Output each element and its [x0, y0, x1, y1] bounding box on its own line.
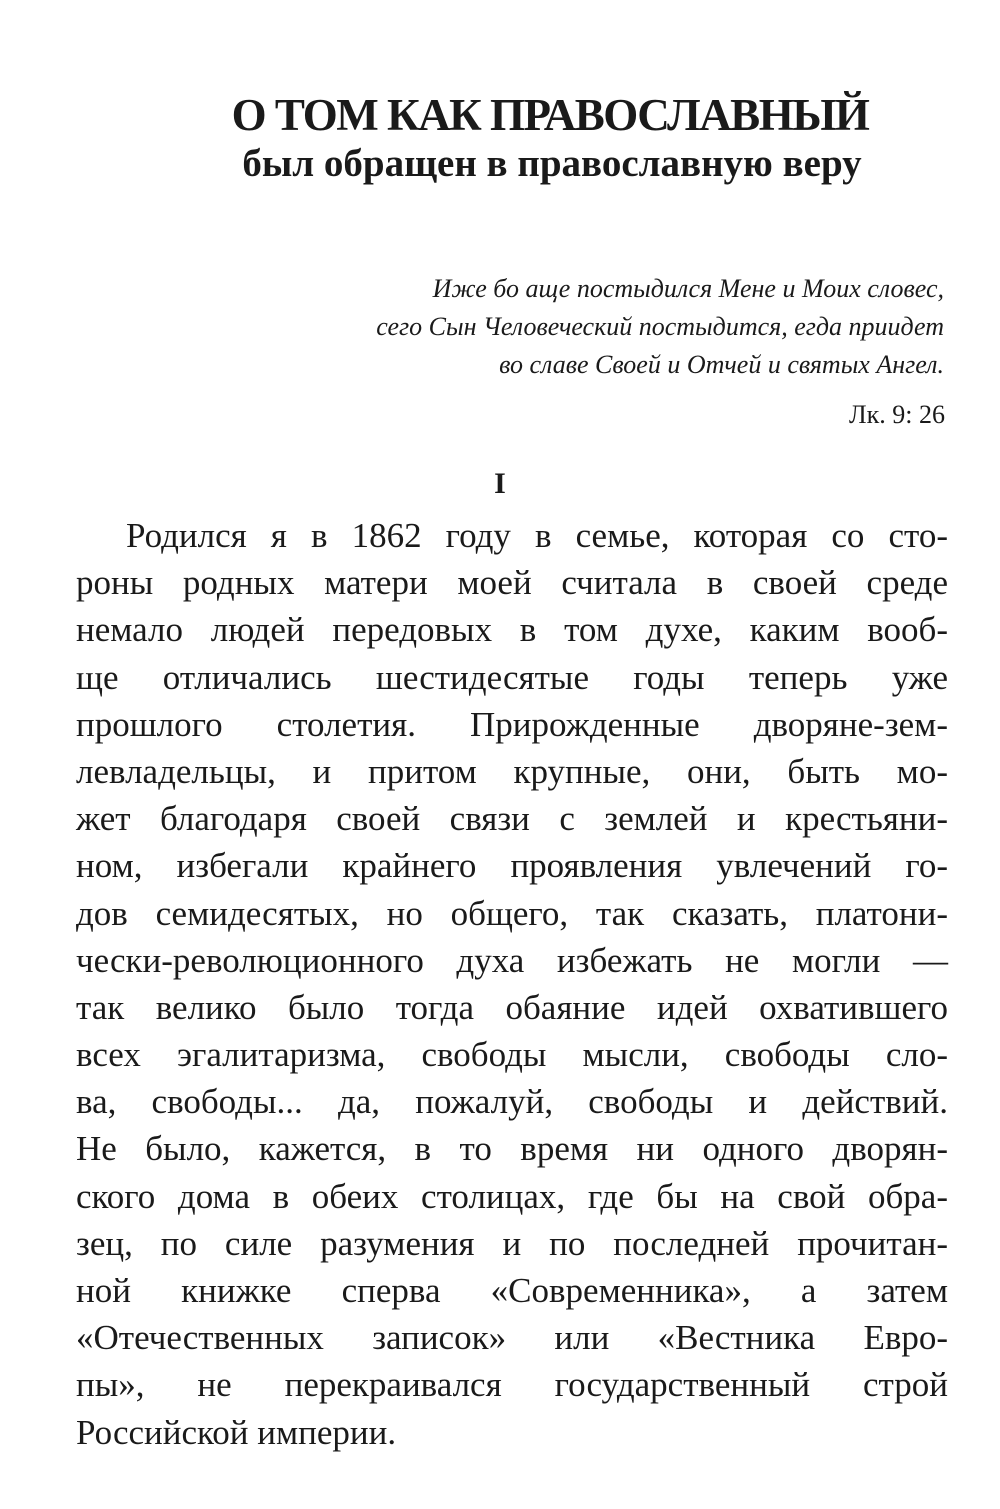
body-line: ном, избегали крайнего проявления увлечений го- [76, 846, 948, 886]
body-line: «Отечественных записок» или «Вестника Евро- [76, 1318, 948, 1358]
body-line: Российской империи. [76, 1412, 397, 1452]
chapter-title-subtitle: был обращен в православную веру [242, 142, 862, 186]
chapter-title-main: О ТОМ КАК ПРАВОСЛАВНЫЙ [231, 90, 869, 141]
body-line: ва, свободы... да, пожалуй, свободы и действий. [76, 1082, 948, 1122]
chapter-title [60, 90, 1000, 186]
body-line: ной книжке сперва «Современника», а затем [76, 1271, 948, 1310]
body-line: Не было, кажется, в то время ни одного дворян- [76, 1129, 948, 1169]
section-numeral: I [494, 467, 506, 500]
body-line: прошлого столетия. Прирожденные дворяне-зем- [76, 704, 948, 744]
body-line: зец, по силе разумения и по последней прочитан- [76, 1223, 948, 1263]
body-line: пы», не перекраивался государственный строй [76, 1365, 948, 1405]
epigraph-line: Иже бо аще постыдился Мене и Моих словес, [432, 274, 944, 303]
body-line: чески-революционного духа избежать не могли — [76, 940, 948, 980]
body-line: дов семидесятых, но общего, так сказать, платони- [76, 893, 948, 933]
epigraph-line: во славе Своей и Отчей и святых Ангел. [499, 350, 944, 379]
body-line: жет благодаря своей связи с землей и крестьяни- [76, 799, 948, 839]
body-line: левладельцы, и притом крупные, они, быть мо- [76, 751, 948, 791]
body-line: роны родных матери моей считала в своей среде [76, 563, 948, 603]
body-text [76, 512, 948, 1456]
epigraph-citation: Лк. 9: 26 [849, 400, 945, 429]
epigraph [244, 270, 944, 384]
body-line: ского дома в обеих столицах, где бы на свой обра- [76, 1176, 948, 1216]
body-line: так велико было тогда обаяние идей охватившего [76, 987, 948, 1027]
body-line: ще отличались шестидесятые годы теперь уже [76, 657, 948, 697]
body-line: немало людей передовых в том духе, каким вооб- [76, 610, 948, 650]
body-line: Родился я в 1862 году в семье, которая со сто- [126, 516, 948, 555]
body-line: всех эгалитаризма, свободы мысли, свободы сло- [76, 1035, 948, 1075]
epigraph-line: сего Сын Человеческий постыдится, егда приидет [376, 312, 944, 341]
